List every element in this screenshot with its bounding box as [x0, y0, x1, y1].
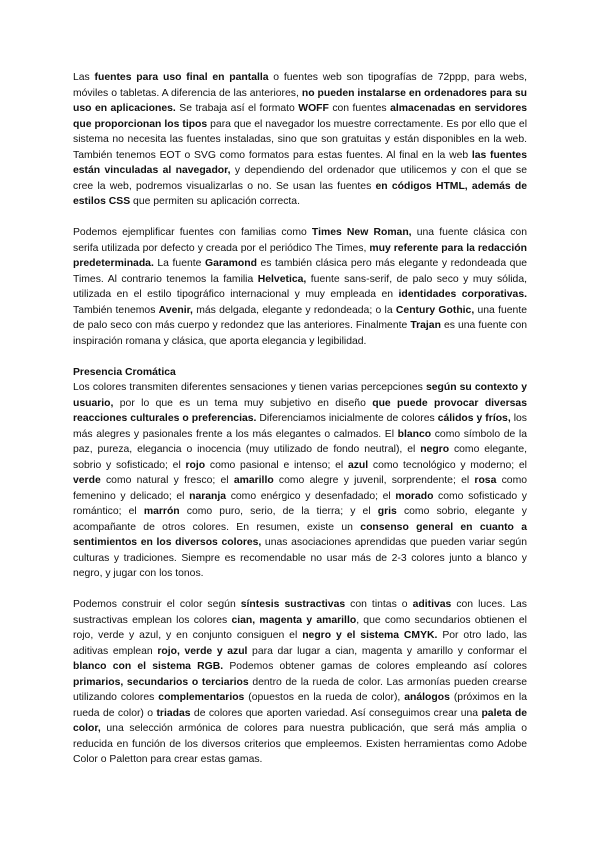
- bold-run: según su contexto y usuario,: [73, 382, 527, 409]
- bold-run: aditivas: [412, 599, 452, 610]
- bold-run: análogos: [404, 692, 450, 703]
- bold-run: cálidos y fríos,: [437, 413, 511, 424]
- paragraph-font-families: [73, 225, 527, 349]
- document-body: [73, 70, 527, 768]
- text-run: una fuente clásica con serifa utilizada por defecto y creada por el periódico The Times,: [73, 227, 527, 254]
- bold-run: no pueden instalarse en ordenadores para su uso en aplicaciones.: [73, 87, 527, 114]
- bold-run: Avenir,: [158, 304, 193, 316]
- text-run: como sobrio, elegante y acompañante de otros colores. En resumen, existe un: [73, 506, 527, 533]
- text-run: que permiten su aplicación correcta.: [130, 196, 300, 207]
- bold-run: triadas: [156, 707, 191, 719]
- text-run: para que el navegador los muestre correctamente. Es por ello que el sistema no necesita las fuentes instaladas, sino que son gratuitas y están disponibles en la web. También tenemos EOT o SVG como formatos para estas fuentes. Al final en la web: [73, 118, 528, 161]
- text-run: como pasional e intenso; el: [205, 459, 348, 471]
- text-run: , que como secundarios obtienen el rojo, verde y azul, y en conjunto consiguen el: [73, 614, 527, 641]
- text-run: una selección armónica de colores para nuestra publicación, que será más amplia o reducida en función de los diversos criterios que empleemos. Existen herramientas como Adobe Color o Paletton para crear estas gamas.: [73, 723, 527, 765]
- bold-run: naranja: [189, 490, 227, 502]
- bold-run: verde: [73, 475, 101, 486]
- bold-run: síntesis sustractivas: [240, 599, 346, 610]
- text-run: (opuestos en la rueda de color),: [244, 692, 405, 703]
- bold-run: Trajan: [410, 320, 441, 331]
- bold-run: paleta de color,: [73, 707, 527, 734]
- text-run: Diferenciamos inicialmente de colores: [256, 413, 438, 424]
- text-run: para dar lugar a cian, magenta y amarillo y conformar el: [247, 645, 527, 657]
- bold-run: consenso general en cuanto a sentimientos en los diversos colores,: [73, 521, 528, 548]
- bold-run: negro y el sistema CMYK.: [302, 630, 438, 641]
- bold-run: morado: [395, 490, 434, 502]
- section-heading: Presencia Cromática: [73, 366, 176, 378]
- bold-run: primarios, secundarios o terciarios: [73, 676, 249, 688]
- bold-run: blanco con el sistema RGB.: [73, 661, 224, 672]
- text-run: como símbolo de la paz, pureza, elegancia o inocencia (muy utilizado de fondo neutral), el: [73, 428, 527, 455]
- bold-run: fuentes para uso final en pantalla: [94, 72, 269, 83]
- text-run: por lo que es un tema muy subjetivo en diseño: [113, 397, 373, 409]
- bold-run: blanco: [397, 428, 432, 440]
- paragraph-web-fonts: [73, 70, 527, 210]
- text-run: También tenemos: [73, 304, 159, 316]
- paragraph-gap: [73, 210, 527, 226]
- text-run: o fuentes web son tipografías de 72ppp, para webs, móviles o tabletas. A diferencia de las anteriores,: [73, 72, 527, 99]
- text-run: como sofisticado y romántico; el: [73, 490, 527, 517]
- text-run: de colores que aporten variedad. Así conseguimos crear una: [190, 707, 482, 719]
- text-run: con luces. Las sustractivas emplean los colores: [73, 599, 528, 626]
- bold-run: WOFF: [298, 103, 329, 114]
- text-run: como natural y fresco; el: [100, 475, 234, 486]
- text-run: como alegre y juvenil, sorprendente; el: [273, 475, 475, 486]
- text-run: Los colores transmiten diferentes sensaciones y tienen varias percepciones: [73, 382, 426, 393]
- text-run: y dependiendo del ordenador que utilicemos y con el que se cree la web, podremos visualizarlas o no. Se usan las fuentes: [73, 165, 527, 192]
- text-run: Las: [73, 72, 95, 83]
- text-run: los más alegres y pasionales frente a los más elegantes o calmados. El: [73, 413, 527, 440]
- bold-run: almacenadas en servidores que proporcionan los tipos: [73, 103, 528, 130]
- text-run: como puro, serio, de la tierra; y el: [179, 506, 378, 517]
- bold-run: negro: [420, 444, 450, 455]
- bold-run: marrón: [143, 506, 180, 517]
- bold-run: rojo: [185, 459, 206, 471]
- paragraph-color-meaning: [73, 380, 527, 582]
- text-run: con tintas o: [345, 599, 413, 610]
- bold-run: muy referente para la redacción predeterminada.: [73, 242, 527, 269]
- text-run: es una fuente con inspiración romana y clásica, que aporta elegancia y legibilidad.: [73, 320, 527, 347]
- text-run: (próximos en la rueda de color) o: [73, 692, 527, 719]
- text-run: Se trabaja así el formato: [175, 103, 299, 114]
- text-run: Podemos obtener gamas de colores empleando así colores: [223, 661, 527, 672]
- bold-run: las fuentes están vinculadas al navegador,: [73, 149, 527, 176]
- bold-run: azul: [347, 459, 369, 471]
- bold-run: complementarios: [158, 692, 245, 703]
- text-run: con fuentes: [328, 103, 391, 114]
- bold-run: gris: [377, 506, 397, 517]
- text-run: más delgada, elegante y redondeada; o la: [192, 304, 396, 316]
- bold-run: que puede provocar diversas reacciones culturales o preferencias.: [73, 397, 527, 424]
- paragraph-gap: [73, 582, 527, 598]
- bold-run: Garamond: [204, 258, 257, 269]
- bold-run: Helvetica,: [257, 273, 307, 285]
- text-run: como tecnológico y moderno; el: [368, 459, 527, 471]
- text-run: unas asociaciones aprendidas que pueden variar según culturas y tradiciones. Siempre es recomendable no usar más de 2-3 colores junto a blanco y negro, y jugar con los tonos.: [73, 537, 527, 579]
- text-run: como femenino y delicado; el: [73, 475, 528, 502]
- paragraph-color-synthesis: [73, 597, 527, 768]
- bold-run: amarillo: [233, 475, 274, 486]
- text-run: dentro de la rueda de color. Las armonías pueden crearse utilizando colores: [73, 676, 527, 703]
- bold-run: identidades corporativas.: [398, 289, 527, 300]
- bold-run: Century Gothic,: [395, 304, 475, 316]
- text-run: Podemos construir el color según: [73, 599, 241, 610]
- bold-run: rosa: [474, 475, 497, 486]
- text-run: como elegante, sobrio y sofisticado; el: [73, 444, 527, 471]
- text-run: Por otro lado, las aditivas emplean: [73, 630, 528, 657]
- bold-run: rojo, verde y azul: [157, 645, 248, 657]
- text-run: fuente sans-serif, de palo seco y muy sólida, utilizada en el estilo tipográfico internacional y muy empleada en: [73, 273, 528, 300]
- text-run: La fuente: [153, 258, 205, 269]
- text-run: es también clásica pero más elegante y redondeada que Times. Al contrario tenemos la familia: [73, 258, 528, 285]
- bold-run: cian, magenta y amarillo: [231, 614, 357, 626]
- text-run: una fuente de palo seco con más cuerpo y redondez que las anteriores. Finalmente: [73, 304, 528, 331]
- bold-run: en códigos HTML, además de estilos CSS: [73, 180, 527, 207]
- bold-run: Times New Roman,: [311, 227, 412, 238]
- text-run: como enérgico y desenfadado; el: [226, 490, 396, 502]
- paragraph-gap: [73, 349, 527, 365]
- text-run: Podemos ejemplificar fuentes con familias como: [73, 227, 312, 238]
